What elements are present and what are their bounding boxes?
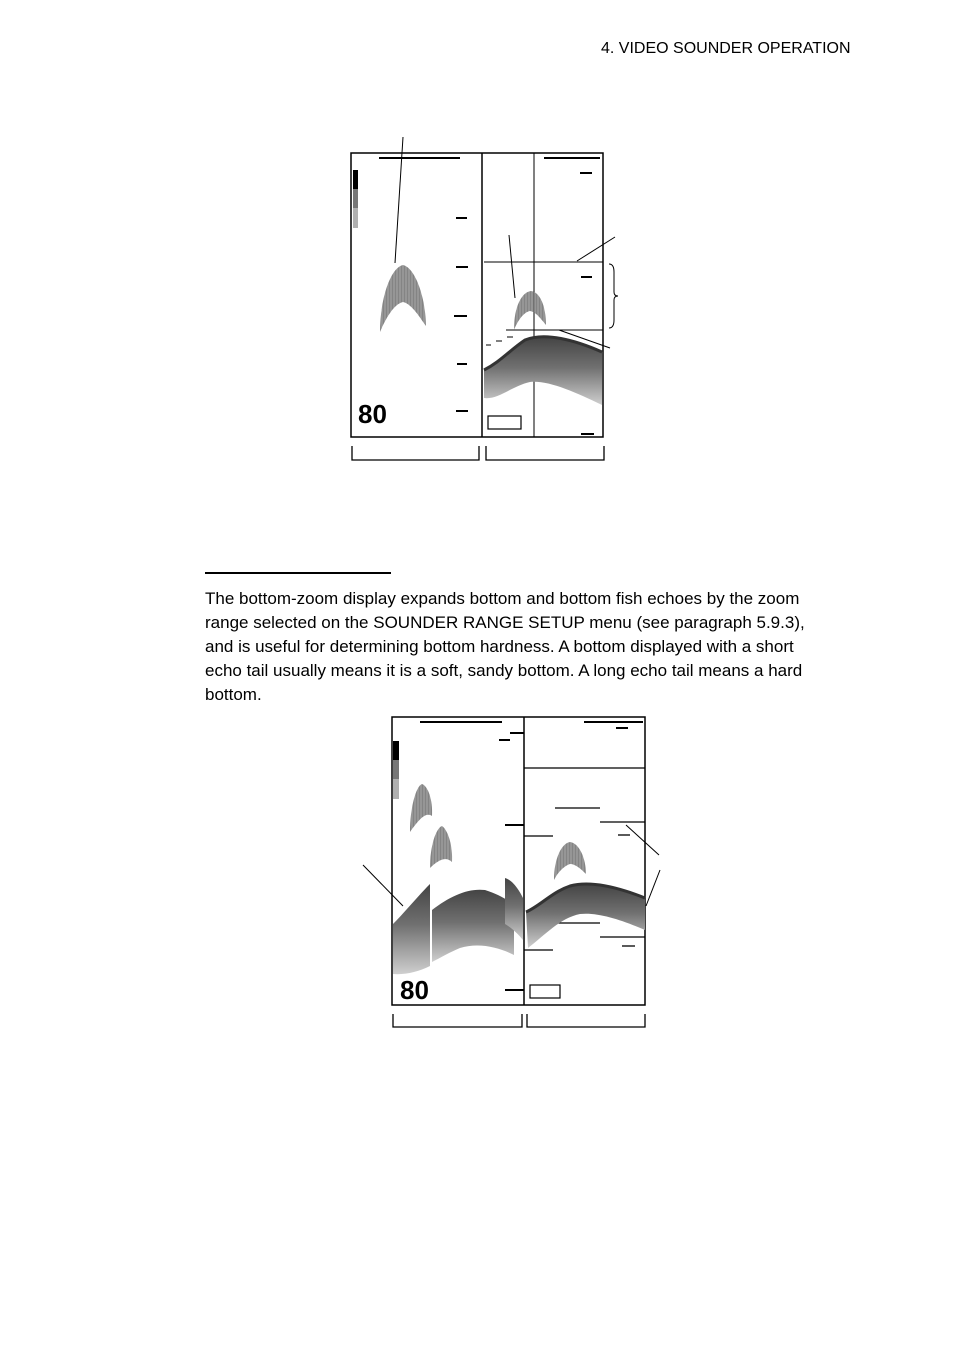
chapter-header: 4. VIDEO SOUNDER OPERATION: [601, 40, 851, 57]
bottom-small-box: [530, 985, 560, 998]
bottom-zoom-display: [363, 717, 660, 1027]
left-depth-scale: [454, 218, 468, 411]
bottom-range-readout: 80: [400, 975, 429, 1005]
section-heading-rule: [205, 572, 391, 574]
paragraph-line: and is useful for determining bottom hardness. A bottom displayed with a short: [205, 637, 794, 656]
top-range-readout: 80: [358, 399, 387, 429]
paragraph-line: The bottom-zoom display expands bottom and bottom fish echoes by the zoom: [205, 589, 800, 608]
color-bar-mid: [353, 189, 358, 208]
bottom-zoom-description: [205, 587, 865, 707]
top-width-brackets: [352, 446, 604, 460]
top-left-fish-echo: [380, 265, 426, 332]
top-callouts: [395, 137, 618, 348]
color-bar-light: [353, 208, 358, 228]
bottom-left-fish-echo-1: [410, 784, 432, 832]
top-sounder-display: [351, 137, 618, 460]
paragraph-line: bottom.: [205, 685, 262, 704]
bottom-color-bar-light: [393, 779, 399, 799]
bottom-color-bar-mid: [393, 760, 399, 779]
bottom-left-bottom-echo: [393, 884, 430, 974]
bottom-right-bottom-echo: [526, 884, 645, 948]
bottom-color-bar-dark: [393, 741, 399, 760]
bottom-left-fish-echo-2: [430, 826, 452, 868]
color-bar-dark: [353, 170, 358, 189]
bottom-width-brackets: [393, 1014, 645, 1027]
top-small-box: [488, 416, 521, 429]
top-right-fish-echo: [514, 291, 546, 330]
bottom-right-fish-echo: [554, 842, 586, 880]
paragraph-line: echo tail usually means it is a soft, sandy bottom. A long echo tail means a hard: [205, 661, 803, 680]
paragraph-line: range selected on the SOUNDER RANGE SETUP menu (see paragraph 5.9.3),: [205, 613, 805, 632]
top-right-bottom-echo: [484, 337, 602, 405]
